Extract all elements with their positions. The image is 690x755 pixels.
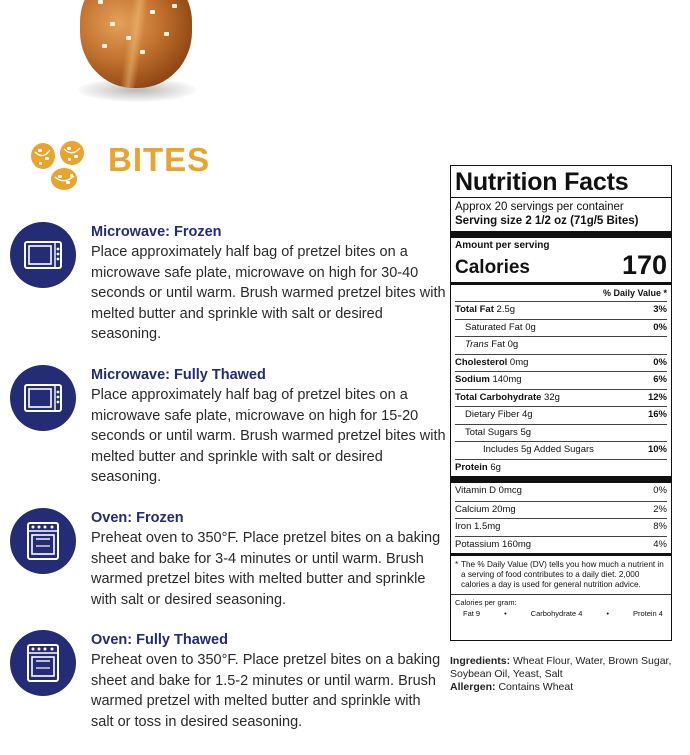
calories-per-gram-label: Calories per gram:: [455, 598, 517, 607]
nutrient-row: Total Fat 2.5g 3%: [455, 301, 667, 319]
instruction-microwave-thawed: [10, 365, 450, 485]
pretzel-bites-icon: [30, 140, 92, 192]
allergen: Allergen: Contains Wheat: [450, 681, 574, 693]
nutrient-row: Total Carbohydrate 32g 12%: [455, 389, 667, 407]
instruction-text: Preheat oven to 350°F. Place pretzel bites on a baking sheet and bake for 3-4 minutes or until warm. Brush warmed pretzel bites with melted butter and sprinkle with salt or desired seasoning.: [91, 530, 441, 608]
nutrient-row: Cholesterol 0mg 0%: [455, 354, 667, 372]
microwave-icon: [10, 365, 76, 431]
instruction-title: Microwave: Frozen: [91, 224, 222, 240]
nutrient-row: Dietary Fiber 4g 16%: [455, 406, 667, 424]
nutrient-row: Sodium 140mg 6%: [455, 371, 667, 389]
vitamin-row: Calcium 20mg 2%: [455, 501, 667, 519]
nutrient-row: Total Sugars 5g: [455, 424, 667, 442]
oven-icon: [10, 630, 76, 696]
vitamin-row: Potassium 160mg 4%: [455, 536, 667, 554]
daily-value-footnote: * The % Daily Value (DV) tells you how much a nutrient in a serving of food contributes to a daily diet. 2,000 calories a day is used for general nutrition advice.: [455, 560, 664, 589]
calories-value: 170: [621, 250, 667, 280]
oven-icon: [10, 508, 76, 574]
instruction-oven-frozen: [10, 508, 450, 628]
serving-size: [455, 214, 667, 228]
servings-per-container: Approx 20 servings per container: [455, 201, 624, 213]
instruction-microwave-frozen: [10, 222, 450, 342]
ingredients: Ingredients: Wheat Flour, Water, Brown Sugar, Soybean Oil, Yeast, Salt: [450, 655, 672, 680]
instruction-title: Oven: Fully Thawed: [91, 632, 228, 648]
instruction-text: Place approximately half bag of pretzel bites on a microwave safe plate, microwave on high for 15-20 seconds or until warm. Brush warmed pretzel bites with melted butter and sprinkle with salt or desired seasoning.: [91, 387, 446, 486]
instruction-oven-thawed: [10, 630, 450, 750]
microwave-icon: [10, 222, 76, 288]
nutrition-facts-label: [450, 165, 672, 641]
nutrient-row: Includes 5g Added Sugars 10%: [455, 441, 667, 459]
daily-value-header: % Daily Value *: [602, 288, 667, 298]
nutrition-title: Nutrition Facts: [455, 168, 629, 196]
amount-per-serving: Amount per serving: [455, 240, 550, 251]
ingredients-block: [450, 655, 675, 694]
section-title: BITES: [108, 141, 211, 178]
instruction-title: Microwave: Fully Thawed: [91, 367, 266, 383]
calories-label: Calories: [455, 257, 530, 278]
calories-row: [455, 251, 667, 279]
calories-per-gram-row: Fat 9 • Carbohydrate 4 • Protein 4: [463, 609, 663, 618]
instruction-text: Preheat oven to 350°F. Place pretzel bites on a baking sheet and bake for 1.5-2 minutes or until warm. Brush warmed pretzel with melted butter and sprinkle with salt or toss in desired seasoning.: [91, 652, 441, 730]
instruction-text: Place approximately half bag of pretzel bites on a microwave safe plate, microwave on high for 30-40 seconds or until warm. Brush warmed pretzel bites with melted butter and sprinkle with salt or desired seasoning.: [91, 244, 446, 343]
serving-size-label: Serving size: [455, 215, 523, 227]
vitamin-row: Vitamin D 0mcg 0%: [455, 485, 667, 496]
nutrient-row: Protein 6g: [455, 459, 667, 477]
instruction-title: Oven: Frozen: [91, 510, 184, 526]
nutrient-row: Trans Fat 0g: [455, 336, 667, 354]
nutrient-row: Saturated Fat 0g 0%: [455, 319, 667, 337]
vitamin-row: Iron 1.5mg 8%: [455, 518, 667, 536]
pretzel-image: [70, 0, 200, 95]
serving-size-value: 2 1/2 oz (71g/5 Bites): [525, 215, 639, 227]
